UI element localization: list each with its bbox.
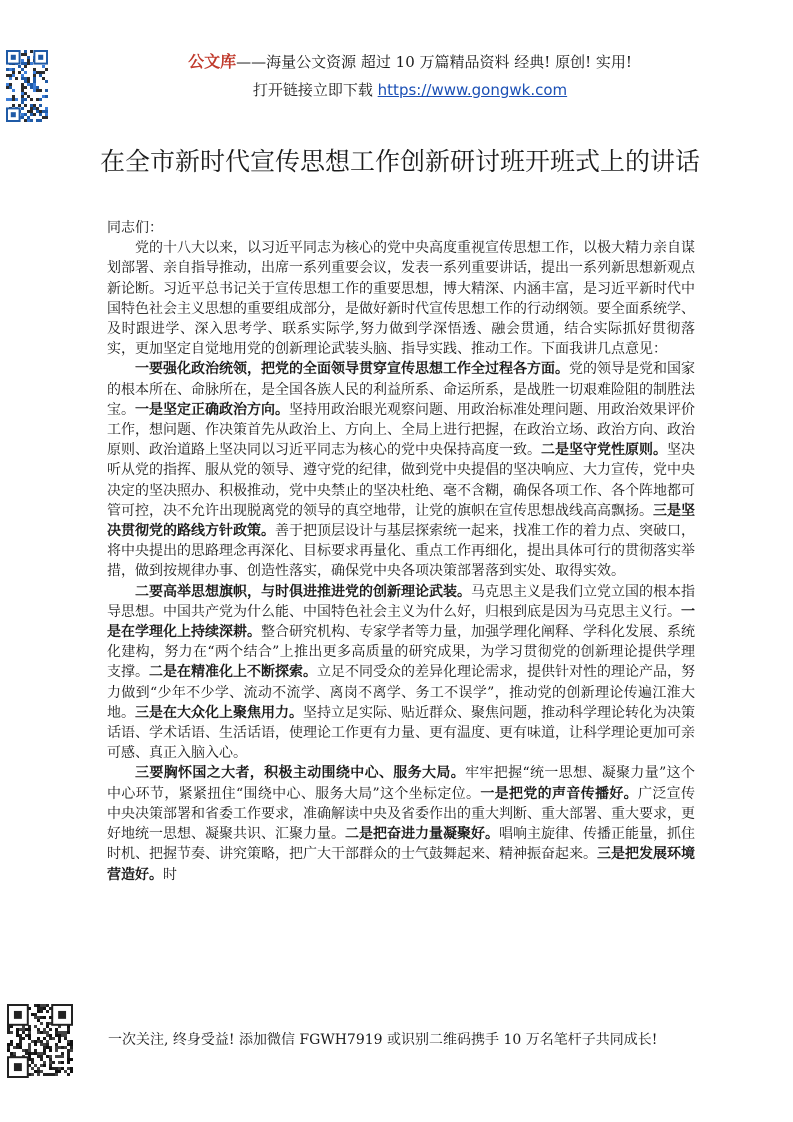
text-run: 整合研究机构、专家学者等力量，加强学理化阐释、学科化发展、系统化建构，努力在“两个结合”上推出更多高质量的研究成果，为学习贯彻党的创新理论提供学理支撑。 bbox=[107, 624, 695, 681]
document-body bbox=[107, 218, 695, 885]
download-prefix: 打开链接立即下载 bbox=[252, 81, 373, 99]
text-run: 党的领导是党和国家的根本所在、命脉所在，是全国各族人民的利益所系、命运所系，是战胜一切艰难险阻的制胜法宝。 bbox=[107, 361, 695, 418]
qr-code-bottom[interactable] bbox=[7, 1004, 73, 1078]
bold-run: 三是坚决贯彻党的路线方针政策。 bbox=[107, 502, 695, 540]
header-tagline: ——海量公文资源 超过 10 万篇精品资料 经典! 原创! 实用! bbox=[236, 53, 632, 71]
bold-run: 二是在精准化上不断探索。 bbox=[149, 664, 317, 681]
footer-note: 一次关注, 终身受益! 添加微信 FGWH7919 或识别二维码携手 10 万名笔杆子共同成长! bbox=[108, 1032, 658, 1048]
text-run: 党的十八大以来，以习近平同志为核心的党中央高度重视宣传思想工作，以极大精力亲自谋划部署、亲自指导推动，出席一系列重要会议，发表一系列重要讲话，提出一系列新思想新观点新论断。习近平总书记关于宣传思想工作的重要思想，博大精深、内涵丰富，是习近平新时代中国特色社会主义思想的重要组成部分，是做好新时代宣传思想工作的行动纲领。要全面系统学、及时跟进学、深入思考学、联系实际学,努力做到学深悟透、融会贯通，结合实际抓好贯彻落实，更加坚定自觉地用党的创新理论武装头脑、指导实践、推动工作。下面我讲几点意见： bbox=[107, 240, 695, 358]
text-run: 善于把顶层设计与基层探索统一起来，找准工作的着力点、突破口，将中央提出的思路理念再深化、目标要求再量化、重点工作再细化，提出具体可行的贯彻落实举措，做到按规律办事、创造性落实，确保党中央各项决策部署落到实处、取得实效。 bbox=[107, 523, 695, 580]
bold-run: 一要强化政治统领，把党的全面领导贯穿宣传思想工作全过程各方面。 bbox=[135, 361, 569, 378]
bold-run: 三是在大众化上聚焦用力。 bbox=[135, 704, 303, 721]
bold-run: 三是把发展环境营造好。 bbox=[107, 846, 695, 883]
paragraph bbox=[107, 582, 695, 764]
bold-run: 二要高举思想旗帜，与时俱进推进党的创新理论武装。 bbox=[135, 583, 471, 600]
text-run: 坚持用政治眼光观察问题、用政治标准处理问题、用政治效果评价工作，想问题、作决策首先从政治上、方向上、全局上进行把握，在政治立场、政治方向、政治原则、政治道路上坚决同以习近平同志为核心的党中央保持高度一致。 bbox=[107, 401, 695, 459]
text-run: 立足不同受众的差异化理论需求，提供针对性的理论产品，努力做到“少年不少学、流动不流学、离岗不离学、务工不误学”，推动党的创新理论传遍江淮大地。 bbox=[107, 664, 695, 721]
text-run: 唱响主旋律、传播正能量，抓住时机、把握节奏、讲究策略，把广大干部群众的士气鼓舞起来、精神振奋起来。 bbox=[107, 826, 695, 863]
site-header bbox=[100, 48, 720, 104]
header-line-2 bbox=[100, 76, 720, 104]
bold-run: 二是坚守党性原则。 bbox=[541, 442, 667, 459]
bold-run: 一是坚定正确政治方向。 bbox=[135, 401, 289, 418]
text-run: 牢牢把握“统一思想、凝聚力量”这个中心环节，紧紧扭住“围绕中心、服务大局”这个坐标定位。 bbox=[107, 765, 695, 802]
paragraph bbox=[107, 763, 695, 884]
header-line-1 bbox=[100, 48, 720, 76]
brand-name: 公文库 bbox=[188, 52, 237, 71]
bold-run: 一是把党的声音传播好。 bbox=[480, 785, 638, 802]
text-run: 坚持立足实际、贴近群众、聚焦问题，推动科学理论转化为决策话语、学术话语、生活话语，使理论工作更有力量、更有温度、更有味道，让科学理论更加可亲可感、真正入脑入心。 bbox=[107, 704, 695, 762]
salutation: 同志们： bbox=[107, 220, 163, 236]
text-run: 坚决听从党的指挥、服从党的领导、遵守党的纪律，做到党中央提倡的坚决响应、大力宣传，党中央决定的坚决照办、积极推动，党中央禁止的坚决杜绝、毫不含糊，确保各项工作、各个阵地都可管可控，决不允许出现脱离党的领导的真空地带，让党的旗帜在宣传思想战线高高飘扬。 bbox=[107, 442, 695, 519]
paragraph bbox=[107, 238, 695, 359]
bold-run: 三要胸怀国之大者，积极主动围绕中心、服务大局。 bbox=[135, 765, 466, 782]
document-title: 在全市新时代宣传思想工作创新研讨班开班式上的讲话 bbox=[100, 147, 701, 176]
bold-run: 二是把奋进力量凝聚好。 bbox=[345, 826, 499, 843]
paragraph bbox=[107, 359, 695, 581]
text-run: 广泛宣传中央决策部署和省委工作要求，准确解读中央及省委作出的重大判断、重大部署、重大要求，更好地统一思想、凝聚共识、汇聚力量。 bbox=[107, 785, 696, 843]
qr-code-top[interactable] bbox=[6, 50, 48, 122]
site-link[interactable]: https://www.gongwk.com bbox=[377, 81, 568, 99]
paragraph-container bbox=[107, 238, 695, 885]
text-run: 时 bbox=[163, 866, 177, 883]
text-run: 马克思主义是我们立党立国的根本指导思想。中国共产党为什么能、中国特色社会主义为什么好，归根到底是因为马克思主义行。 bbox=[107, 583, 695, 620]
bold-run: 一是在学理化上持续深耕。 bbox=[107, 603, 695, 641]
